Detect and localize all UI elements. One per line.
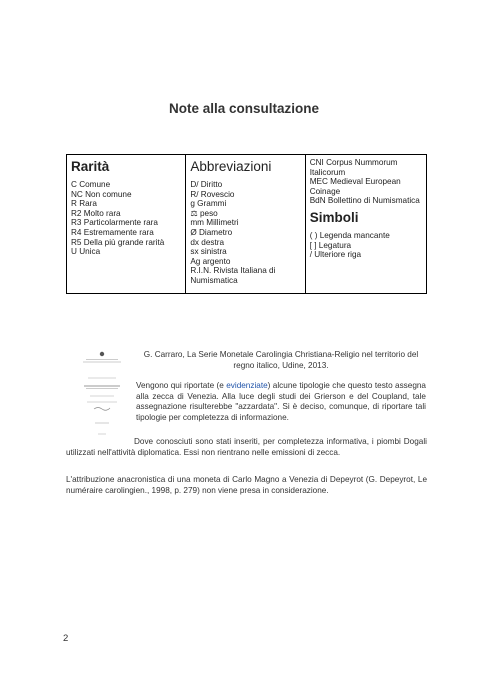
rarity-item: R2 Molto rara <box>71 208 121 218</box>
paragraph-depeyrot: L'attribuzione anacronistica di una moneta di Carlo Magno a Venezia di Depeyrot (G. Depeyrot, Le numéraire carolingien., 1998, p. 279) non viene presa in considerazione. <box>66 475 427 495</box>
highlighted-word: evidenziate <box>226 381 268 390</box>
page-number: 2 <box>63 633 69 644</box>
symbol-item: [ ] Legatura <box>309 240 352 250</box>
symbol-item: ( ) Legenda mancante <box>309 230 390 240</box>
abbreviation-item: mm Millimetri <box>190 218 239 228</box>
rarity-item: NC Non comune <box>71 189 132 199</box>
abbreviation-item: Ø Diametro <box>190 227 233 237</box>
page-title: Note alla consultazione <box>168 101 320 116</box>
rarity-item: C Comune <box>71 180 111 189</box>
abbreviation-item: dx destra <box>190 237 225 247</box>
book-citation: G. Carraro, La Serie Monetale Carolingia Christiana-Religio nel territorio del regno italico, Udine, 2013. <box>143 350 419 370</box>
abbreviation-item: Ag argento <box>190 256 231 266</box>
abbreviation-item: sx sinistra <box>190 247 227 257</box>
abbreviation-item: R.I.N. Rivista Italiana di Numismatica <box>190 266 276 285</box>
paragraph-text: Vengono qui riportate (e <box>136 381 227 390</box>
reference-item: CNI Corpus Nummorum Italicorum <box>309 158 398 177</box>
references-symbols-column <box>305 155 426 293</box>
rarity-item: U Unica <box>71 247 101 257</box>
abbreviation-item: D/ Diritto <box>190 180 223 189</box>
reference-item: MEC Medieval European Coinage <box>309 177 401 196</box>
paragraph-text: ) alcune tipologie che questo testo assegna alla zecca di Venezia. Alla luce degli studi dei Grierson e del Coupland, tale assegnazione risulterebbe "azzardata". Si è deciso, comunque, di riportare tali tipologie per completezza di informazione. <box>136 381 426 423</box>
symbol-item: / Ulteriore riga <box>309 250 362 260</box>
rarity-column <box>67 155 185 293</box>
rarity-item: R Rara <box>71 199 97 209</box>
reference-item: BdN Bollettino di Numismatica <box>309 196 420 206</box>
symbols-heading: Simboli <box>309 209 359 225</box>
rarity-item: R5 Della più grande rarità <box>71 237 165 247</box>
abbreviation-item: R/ Rovescio <box>190 189 235 199</box>
rarity-heading: Rarità <box>71 159 110 174</box>
rarity-item: R4 Estremamente rara <box>71 227 154 237</box>
book-title-page-thumbnail <box>80 349 124 439</box>
legend-table <box>66 154 427 294</box>
abbreviations-column <box>185 155 304 293</box>
paragraph-lead-seals: Dove conosciuti sono stati inseriti, per completezza informativa, i piombi Dogali utilizzati nell'attività diplomatica. Essi non rientrano nelle emissioni di zecca. <box>66 437 427 457</box>
paragraph-assignment-note <box>136 381 426 424</box>
abbreviations-heading: Abbreviazioni <box>190 159 272 174</box>
abbreviation-item: g Grammi <box>190 199 227 209</box>
abbreviation-item: ⚖ peso <box>190 208 218 218</box>
rarity-item: R3 Particolarmente rara <box>71 218 158 228</box>
